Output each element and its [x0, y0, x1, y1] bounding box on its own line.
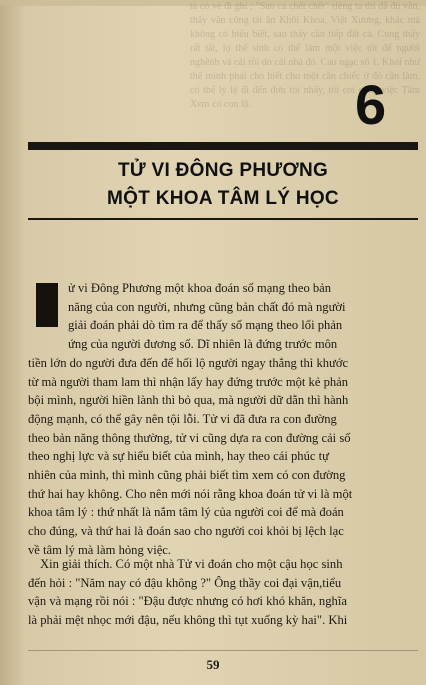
- text-line: động mạnh, có thể gây nên tội lỗi. Tử vi đã đưa ra con đường: [28, 411, 337, 426]
- text-line: là phải mệt nhọc mới đậu, nếu không thì tụt xuống kỳ hai". Khi: [28, 613, 348, 628]
- text-line: thứ hai hay không. Cho nên mới nói rằng khoa đoán tử vi là một: [28, 486, 353, 501]
- chapter-number: 6: [355, 73, 387, 136]
- text-line: về tâm lý mà làm hỏng việc.: [28, 542, 172, 557]
- text-line: cho đúng, và thứ hai là đoán sao cho người coi khỏi bị lệch lạc: [28, 524, 344, 539]
- text-line: theo nghị lực và sự hiểu biết của mình, hay theo cái phúc tự: [28, 449, 329, 464]
- text-line: Xin giải thích. Có một nhà Tử vi đoán cho một cậu học sinh: [40, 557, 343, 571]
- chapter-title-line-1: TỬ VI ĐÔNG PHƯƠNG: [117, 160, 329, 181]
- text-line: khoa tâm lý : thứ nhất là nắm tâm lý của người coi để mà đoán: [28, 505, 344, 520]
- text-line: đến hỏi : "Năm nay có đậu không ?" Ông thầy coi đại vận,tiểu: [28, 575, 342, 590]
- text-line: từ mà người tham lam thì nhận lấy hay đứng trước một kẻ phản: [28, 374, 349, 389]
- text-line: giải đoán phải dò tìm ra để thấy số mạng theo lối phản: [68, 318, 343, 333]
- text-line: ử vi Đông Phương một khoa đoán số mạng theo bản: [68, 281, 332, 295]
- page-number: 59: [206, 657, 220, 672]
- text-line: ứng của người đương số. Dĩ nhiên là đứng trước môn: [68, 337, 338, 352]
- text-line: nhiên của mình, thì mình cũng phải biết tìm xem có con đường: [28, 468, 346, 483]
- text-line: bội mình, người hiền lành thì bỏ qua, mà người dữ dằn thì hành: [28, 393, 349, 408]
- text-line: năng của con người, nhưng cũng bản chất đó mà người: [68, 299, 346, 314]
- title-bottom-rule: [28, 218, 418, 220]
- text-line: theo bản năng thông thường, tử vi cũng dựa ra con đường cải số: [28, 430, 351, 445]
- title-top-rule: [28, 142, 418, 150]
- paragraph-2: [28, 555, 420, 630]
- bleed-through-text: ta có vẻ đi ghi ; "Sao ca chết chết" riêng ta thì đã đủ văn, thấy văn công tài ăn Khôi Khoa, Việt Xương, khác mà không có hiểu biết, sao thấy cần tiếp đất cả. Cung thấy rất tất, lọ thế sinh có thể làm một việc tốt để người nghênh và cải rồi do cái nhà đó. Cao ngạc số 1. Khỏi như thế mình phải cho biết cho một cần chiếc ở đó cần làm, có thể lý lệ đi đến đơn tỏi nhấy, tôi coi công việc Tâm Xem có con lộ.: [190, 1, 420, 110]
- footer-rule: [28, 650, 418, 651]
- chapter-title-line-2: MỘT KHOA TÂM LÝ HỌC: [107, 188, 339, 209]
- text-line: vận và mạng rồi nói : "Đậu được nhưng có hơi khó khăn, nghĩa: [28, 594, 347, 609]
- paragraph-1: [28, 279, 420, 560]
- text-line: tiền lớn do người đưa đến để hối lộ người ngay thẳng thì khước: [28, 355, 349, 370]
